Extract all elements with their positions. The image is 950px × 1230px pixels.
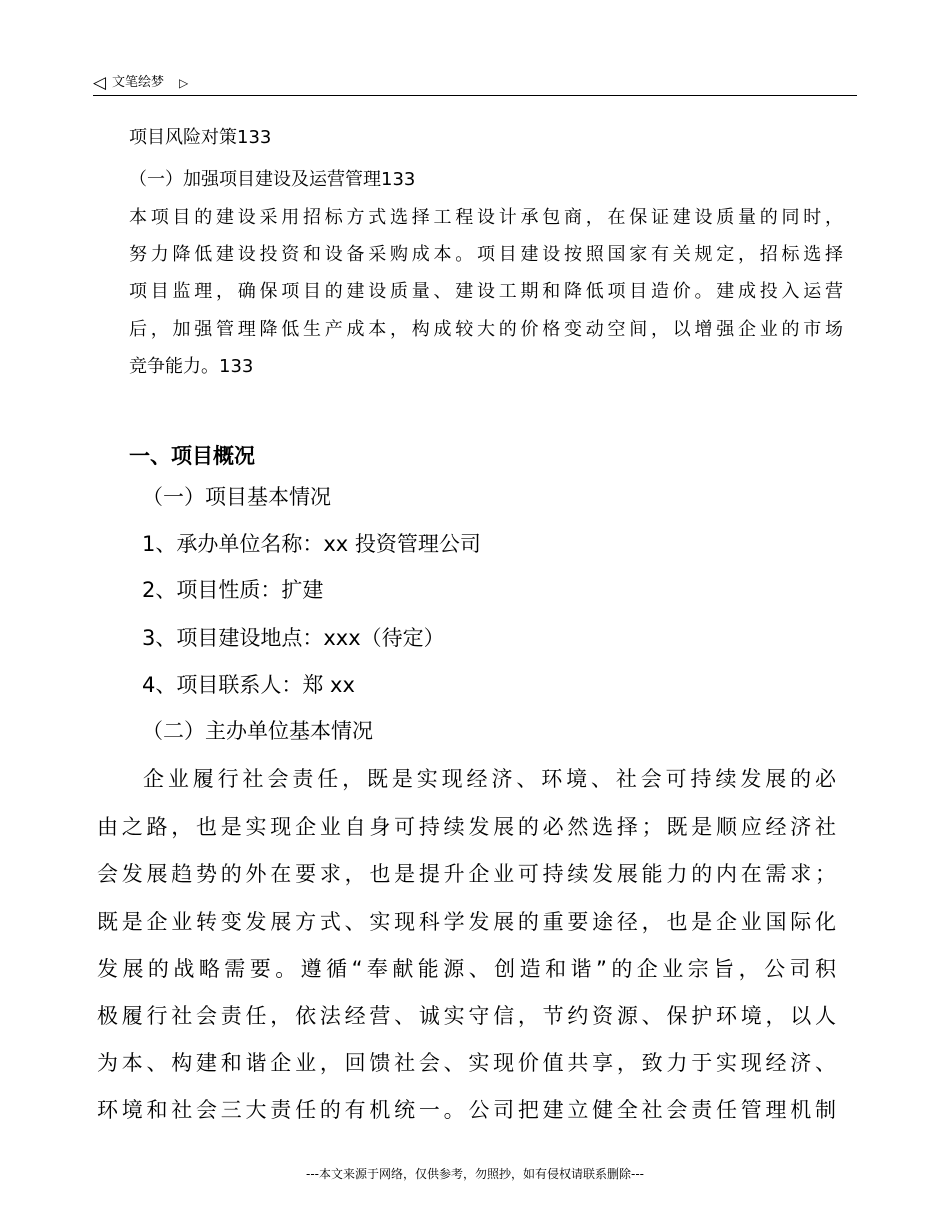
body-line: 由之路，也是实现企业自身可持续发展的必然选择；既是顺应经济社 bbox=[97, 815, 836, 839]
body-line: 极履行社会责任，依法经营、诚实守信，节约资源、保护环境，以人 bbox=[97, 1004, 836, 1028]
body-line: 企业履行社会责任，既是实现经济、环境、社会可持续发展的必 bbox=[143, 767, 836, 791]
info-item: 3、项目建设地点：xxx（待定） bbox=[142, 626, 445, 650]
info-item: 2、项目性质：扩建 bbox=[142, 578, 324, 602]
toc-paragraph-line: 项目监理，确保项目的建设质量、建设工期和降低项目造价。建成投入运营 bbox=[129, 281, 843, 302]
page-header bbox=[93, 72, 857, 96]
subsection-heading: （二）主办单位基本情况 bbox=[142, 719, 373, 743]
section-heading: 一、项目概况 bbox=[129, 444, 255, 468]
toc-paragraph-line: 竞争能力。133 bbox=[129, 356, 254, 377]
body-line: 为本、构建和谐企业，回馈社会、实现价值共享，致力于实现经济、 bbox=[97, 1051, 836, 1075]
toc-line-risk: 项目风险对策133 bbox=[129, 127, 272, 148]
info-item: 1、承办单位名称：xx 投资管理公司 bbox=[142, 532, 481, 556]
footer-disclaimer: ---本文来源于网络，仅供参考，勿照抄，如有侵权请联系删除--- bbox=[306, 1167, 644, 1181]
toc-paragraph-line: 本项目的建设采用招标方式选择工程设计承包商，在保证建设质量的同时， bbox=[129, 207, 843, 228]
right-triangle-icon: ▷ bbox=[179, 76, 189, 90]
toc-line-management: （一）加强项目建设及运营管理133 bbox=[129, 169, 416, 190]
subsection-heading: （一）项目基本情况 bbox=[142, 485, 331, 509]
header-divider bbox=[93, 95, 857, 96]
body-line: 环境和社会三大责任的有机统一。公司把建立健全社会责任管理机制 bbox=[97, 1098, 836, 1122]
body-line: 既是企业转变发展方式、实现科学发展的重要途径，也是企业国际化 bbox=[97, 910, 836, 934]
left-triangle-icon: ◁ bbox=[93, 73, 107, 93]
info-item: 4、项目联系人：郑 xx bbox=[142, 673, 355, 697]
body-line: 会发展趋势的外在要求，也是提升企业可持续发展能力的内在需求； bbox=[97, 862, 836, 886]
toc-paragraph-line: 后，加强管理降低生产成本，构成较大的价格变动空间，以增强企业的市场 bbox=[129, 319, 843, 340]
toc-paragraph-line: 努力降低建设投资和设备采购成本。项目建设按照国家有关规定，招标选择 bbox=[129, 244, 843, 265]
header-brand: 文笔绘梦 bbox=[112, 75, 165, 90]
body-line: 发展的战略需要。遵循“奉献能源、创造和谐”的企业宗旨，公司积 bbox=[97, 957, 836, 981]
